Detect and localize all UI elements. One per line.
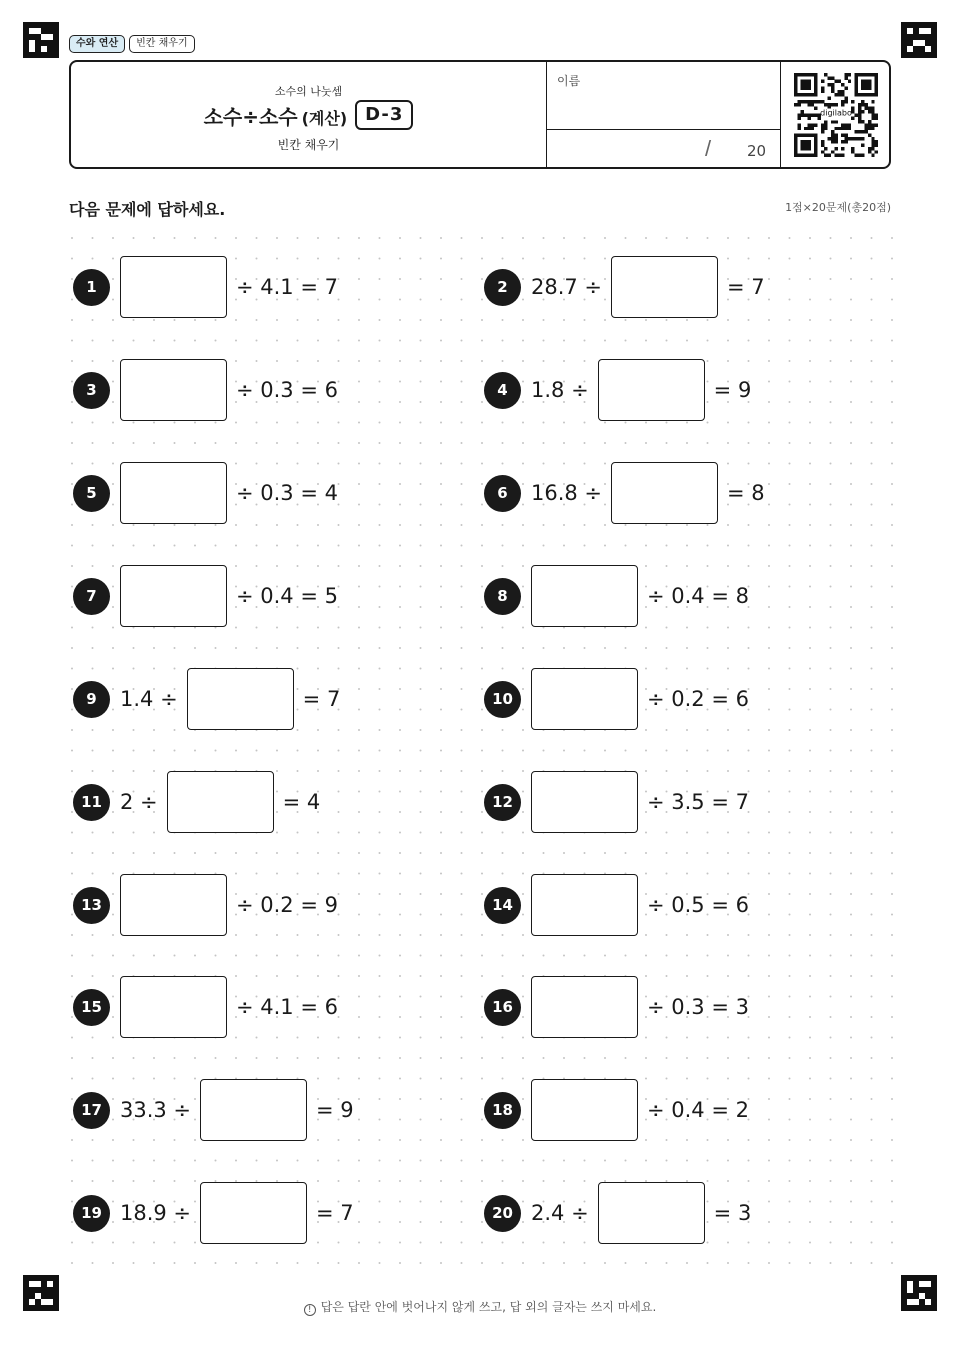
answer-box[interactable] — [531, 771, 638, 833]
answer-box[interactable] — [200, 1182, 307, 1244]
problem-number-badge: 5 — [73, 475, 110, 512]
problem-number-badge: 1 — [73, 269, 110, 306]
problem-item — [73, 1181, 354, 1245]
answer-box[interactable] — [120, 976, 227, 1038]
tag-category: 수와 연산 — [69, 35, 125, 53]
problem-item — [484, 461, 765, 525]
worksheet-title-paren: (계산) — [301, 108, 348, 128]
problem-item — [73, 564, 338, 628]
problem-item — [484, 358, 751, 422]
problem-number-badge: 20 — [484, 1195, 521, 1232]
problem-remainder-expression: = 7 — [727, 275, 765, 299]
answer-box[interactable] — [187, 668, 294, 730]
problem-remainder-expression: ÷ 0.2 = 6 — [647, 687, 749, 711]
problem-number-badge: 16 — [484, 989, 521, 1026]
problem-remainder-expression: = 3 — [713, 1201, 752, 1225]
problem-remainder-expression: ÷ 0.2 = 9 — [236, 893, 338, 917]
title-block — [71, 62, 546, 167]
answer-box[interactable] — [200, 1079, 307, 1141]
problem-remainder-expression: ÷ 0.5 = 6 — [647, 893, 749, 917]
name-score-divider — [547, 129, 780, 130]
problem-remainder-expression: = 9 — [316, 1098, 354, 1122]
problem-remainder-expression: = 7 — [316, 1201, 354, 1225]
answer-box[interactable] — [611, 256, 718, 318]
problem-number-badge: 4 — [484, 372, 521, 409]
problem-number-badge: 17 — [73, 1092, 110, 1129]
problem-remainder-expression: ÷ 0.3 = 4 — [236, 481, 338, 505]
problem-dividend: 16.8 ÷ — [531, 481, 603, 505]
answer-box[interactable] — [531, 874, 638, 936]
problem-item — [484, 1181, 751, 1245]
problem-number-badge: 19 — [73, 1195, 110, 1232]
problem-dividend: 33.3 ÷ — [120, 1098, 192, 1122]
worksheet-code-badge: D-3 — [355, 100, 413, 130]
problem-item — [73, 770, 320, 834]
worksheet-title-group — [204, 101, 348, 130]
problem-number-badge: 7 — [73, 578, 110, 615]
problem-item — [484, 667, 749, 731]
answer-box[interactable] — [167, 771, 274, 833]
problem-remainder-expression: ÷ 0.4 = 5 — [236, 584, 338, 608]
answer-box[interactable] — [598, 1182, 705, 1244]
problem-remainder-expression: = 9 — [713, 378, 752, 402]
problem-dividend: 2.4 ÷ — [531, 1201, 589, 1225]
problem-dividend: 1.8 ÷ — [531, 378, 589, 402]
answer-box[interactable] — [531, 976, 638, 1038]
qr-code — [794, 73, 878, 157]
problem-remainder-expression: ÷ 4.1 = 7 — [236, 275, 338, 299]
worksheet-subtitle: 소수의 나눗셈 — [274, 85, 343, 98]
problem-remainder-expression: = 4 — [282, 790, 321, 814]
name-score-block — [546, 62, 781, 167]
tag-type: 빈칸 채우기 — [129, 35, 194, 53]
info-icon: ! — [304, 1304, 316, 1316]
problem-item — [73, 358, 338, 422]
problem-item — [73, 975, 338, 1039]
problem-number-badge: 18 — [484, 1092, 521, 1129]
problem-dividend: 2 ÷ — [120, 790, 158, 814]
footer-text: 답은 답란 안에 벗어나지 않게 쓰고, 답 외의 글자는 쓰지 마세요. — [320, 1300, 657, 1314]
problem-number-badge: 11 — [73, 784, 110, 821]
corner-marker-top-left — [23, 22, 59, 58]
problem-number-badge: 10 — [484, 681, 521, 718]
answer-box[interactable] — [531, 668, 638, 730]
answer-box[interactable] — [120, 359, 227, 421]
footer-note — [0, 1298, 960, 1316]
problem-number-badge: 14 — [484, 887, 521, 924]
problem-number-badge: 8 — [484, 578, 521, 615]
instruction-text: 다음 문제에 답하세요. — [69, 200, 226, 219]
problem-remainder-expression: ÷ 0.3 = 3 — [647, 995, 749, 1019]
problem-dividend: 1.4 ÷ — [120, 687, 178, 711]
problem-remainder-expression: = 7 — [302, 687, 341, 711]
problem-number-badge: 6 — [484, 475, 521, 512]
answer-box[interactable] — [120, 256, 227, 318]
score-total: 20 — [747, 142, 767, 160]
worksheet-kind: 빈칸 채우기 — [277, 138, 340, 152]
problem-item — [484, 255, 765, 319]
problem-dividend: 28.7 ÷ — [531, 275, 603, 299]
problem-item — [73, 873, 338, 937]
answer-box[interactable] — [120, 565, 227, 627]
problem-item — [484, 564, 749, 628]
problem-item — [73, 255, 338, 319]
problem-dividend: 18.9 ÷ — [120, 1201, 192, 1225]
problem-number-badge: 9 — [73, 681, 110, 718]
problem-number-badge: 3 — [73, 372, 110, 409]
title-row — [71, 100, 546, 130]
problem-number-badge: 2 — [484, 269, 521, 306]
problem-number-badge: 13 — [73, 887, 110, 924]
problem-item — [73, 667, 340, 731]
problem-item — [484, 873, 749, 937]
worksheet-header — [69, 60, 891, 169]
problem-remainder-expression: ÷ 0.4 = 8 — [647, 584, 749, 608]
answer-box[interactable] — [531, 1079, 638, 1141]
worksheet-title: 소수÷소수 — [203, 104, 298, 129]
problem-item — [484, 770, 749, 834]
answer-box[interactable] — [120, 462, 227, 524]
category-tags — [69, 35, 195, 53]
problem-remainder-expression: ÷ 0.3 = 6 — [236, 378, 338, 402]
problem-remainder-expression: ÷ 4.1 = 6 — [236, 995, 338, 1019]
problem-item — [73, 1078, 354, 1142]
answer-box[interactable] — [531, 565, 638, 627]
name-label: 이름 — [557, 74, 581, 88]
qr-code-image — [794, 73, 878, 157]
corner-marker-top-right — [901, 22, 937, 58]
problem-item — [484, 1078, 749, 1142]
answer-box[interactable] — [611, 462, 718, 524]
answer-box[interactable] — [120, 874, 227, 936]
problem-item — [73, 461, 338, 525]
problem-item — [484, 975, 749, 1039]
qr-logo-label: digilabo — [820, 108, 852, 118]
problem-remainder-expression: ÷ 3.5 = 7 — [647, 790, 749, 814]
problem-remainder-expression: = 8 — [727, 481, 765, 505]
answer-box[interactable] — [598, 359, 705, 421]
problem-number-badge: 15 — [73, 989, 110, 1026]
problem-remainder-expression: ÷ 0.4 = 2 — [647, 1098, 749, 1122]
score-slash: / — [705, 136, 712, 161]
score-note: 1점×20문제(총20점) — [785, 201, 891, 214]
problem-number-badge: 12 — [484, 784, 521, 821]
